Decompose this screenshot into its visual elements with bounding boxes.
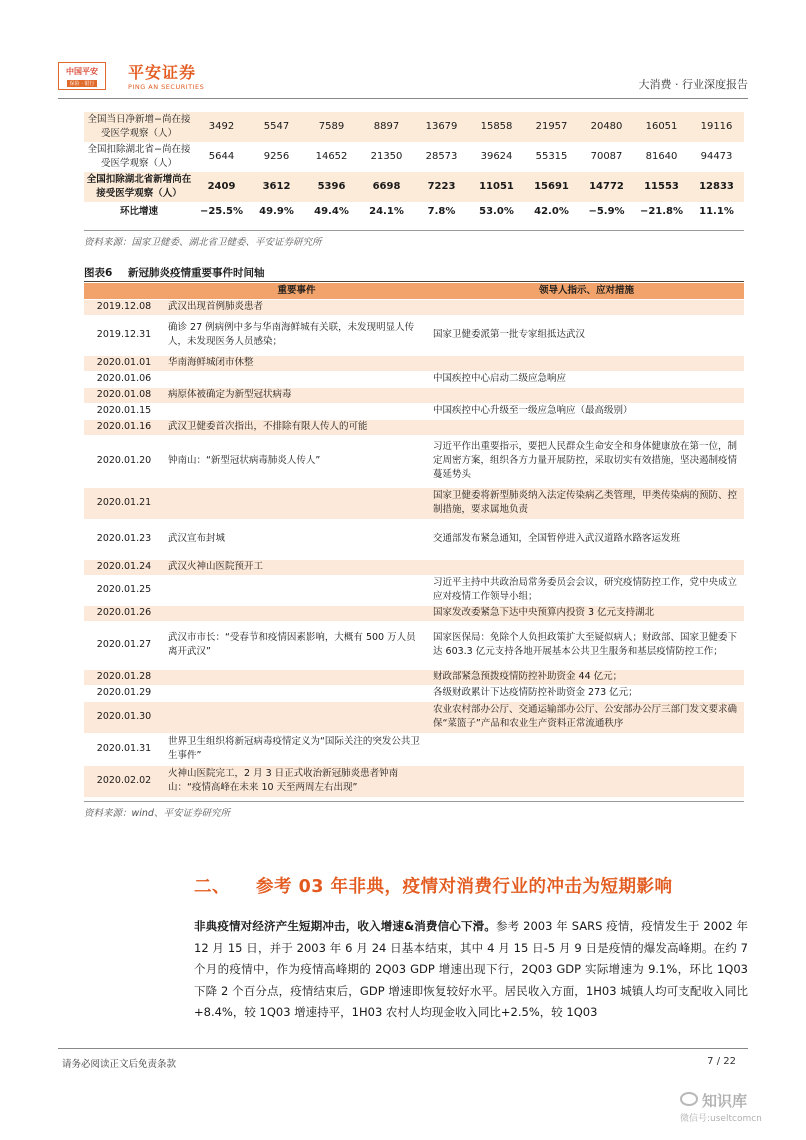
row-date: 2020.01.01 (84, 355, 164, 371)
timeline-row (84, 435, 744, 487)
table-cell: 5396 (304, 172, 359, 202)
paragraph-body: 参考 2003 年 SARS 疫情，疫情发生于 2002 年 12 月 15 日，并于 2003 年 6 月 24 日基本结束，其中 4 月 15 日-5 月 9 日是疫情的爆发高峰期。在约 7 个月的疫情中，作为疫情高峰期的 2Q03 GDP 增速出现下行，2Q03 GDP 实际增速为 9.1%，环比 1Q03 下降 2 个百分点，疫情结束后，GDP 增速即恢复较好水平。居民收入方面，1H03 城镇人均可支配收入同比+8.4%，较 1Q03 增速持平，1H03 农村人均现金收入同比+2.5%，较 1Q03 (194, 919, 749, 1019)
row-date: 2020.01.30 (84, 701, 164, 733)
table-cell: 6698 (359, 172, 414, 202)
table-cell: 11051 (469, 172, 524, 202)
timeline-row (84, 605, 744, 621)
timeline-row (84, 519, 744, 559)
footer-disclaimer: 请务必阅读正文后免责条款 (62, 1059, 177, 1070)
row-date: 2020.01.24 (84, 559, 164, 575)
timeline-row (84, 315, 744, 355)
table1-source: 资料来源：国家卫健委、湖北省卫健委、平安证券研究所 (84, 237, 322, 248)
ping-an-group-logo (58, 62, 106, 90)
table-cell: 21350 (370, 151, 403, 162)
table-cell: 81640 (645, 151, 678, 162)
watermark-line1: 知识库 (702, 1092, 748, 1110)
table-cell: −5.9% (588, 206, 625, 217)
table-cell: 7589 (304, 112, 359, 142)
row-date: 2020.01.28 (84, 669, 164, 685)
row-event (164, 701, 429, 733)
row-event: 武汉市市长：“受春节和疫情因素影响，大概有 500 万人员离开武汉” (164, 621, 429, 669)
timeline-row (84, 419, 744, 435)
paragraph-lead: 非典疫情对经济产生短期冲击，收入增速&消费信心下滑。 (194, 919, 496, 933)
row-date: 2020.01.26 (84, 605, 164, 621)
timeline-row (84, 371, 744, 387)
table-cell: 49.9% (259, 206, 294, 217)
wechat-icon (680, 1092, 698, 1106)
table-cell: 2409 (194, 172, 249, 202)
table-cell: 15858 (469, 112, 524, 142)
table2-bottom-rule (84, 801, 744, 802)
table-cell: 49.4% (314, 206, 349, 217)
header-divider (58, 98, 748, 99)
logo-left-text: 中国平安 (66, 67, 98, 76)
row-measure (429, 419, 744, 435)
row-date: 2019.12.31 (84, 315, 164, 355)
table-cell: 8897 (359, 112, 414, 142)
figure6-source: 资料来源：wind、平安证券研究所 (84, 808, 230, 819)
timeline-row (84, 403, 744, 419)
table-cell: 21957 (524, 112, 579, 142)
observation-table (84, 112, 744, 222)
row-event (164, 575, 429, 605)
row-label: 环比增速 (119, 206, 158, 217)
logo-right-en: PING AN SECURITIES (128, 83, 205, 91)
table-row (84, 202, 744, 222)
row-event: 病原体被确定为新型冠状病毒 (164, 387, 429, 403)
row-measure: 国家医保局：免除个人负担政策扩大至疑似病人；财政部、国家卫健委下达 603.3 亿元支持各地开展基本公共卫生服务和基层疫情防控工作； (429, 621, 744, 669)
row-label: 全国扣除湖北省新增尚在接受医学观察（人） (84, 172, 194, 202)
row-measure: 习近平主持中共政治局常务委员会会议，研究疫情防控工作，党中央成立应对疫情工作领导小组； (429, 575, 744, 605)
table-cell: 5547 (249, 112, 304, 142)
timeline-row (84, 685, 744, 701)
timeline-row (84, 733, 744, 765)
figure-number: 图表6 (84, 267, 113, 279)
table-cell: 14652 (315, 151, 348, 162)
timeline-row (84, 575, 744, 605)
row-date: 2020.02.02 (84, 765, 164, 797)
header-event: 重要事件 (164, 283, 429, 299)
row-date: 2020.01.31 (84, 733, 164, 765)
row-measure: 各级财政累计下达疫情防控补助资金 273 亿元； (429, 685, 744, 701)
row-event: 武汉宣布封城 (164, 519, 429, 559)
section-number: 二、 (194, 877, 230, 897)
figure-title-text: 新冠肺炎疫情重要事件时间轴 (127, 267, 265, 279)
row-event (164, 685, 429, 701)
row-measure (429, 299, 744, 315)
row-measure (429, 559, 744, 575)
table-cell: 19116 (689, 112, 744, 142)
timeline-table (84, 283, 744, 798)
row-date: 2019.12.08 (84, 299, 164, 315)
ping-an-securities-logo (128, 60, 204, 91)
table-cell: 24.1% (369, 206, 404, 217)
row-event: 确诊 27 例病例中多与华南海鲜城有关联，未发现明显人传人，未发现医务人员感染； (164, 315, 429, 355)
table-cell: 55315 (535, 151, 568, 162)
table-cell: 16051 (634, 112, 689, 142)
row-date: 2020.01.16 (84, 419, 164, 435)
row-event (164, 669, 429, 685)
timeline-row (84, 669, 744, 685)
row-date: 2020.01.08 (84, 387, 164, 403)
header-date (84, 283, 164, 299)
table-cell: −25.5% (199, 206, 244, 217)
table1-bottom-rule (84, 230, 744, 231)
timeline-row (84, 701, 744, 733)
figure-title (84, 265, 744, 281)
row-measure: 国家发改委紧急下达中央预算内投资 3 亿元支持湖北 (429, 605, 744, 621)
table-cell: 7223 (414, 172, 469, 202)
timeline-row (84, 355, 744, 371)
body-paragraph (194, 916, 748, 1024)
timeline-row (84, 387, 744, 403)
row-event: 火神山医院完工，2 月 3 日正式收治新冠肺炎患者钟南山：“疫情高峰在未来 10 天至两周左右出现” (164, 765, 429, 797)
row-date: 2020.01.23 (84, 519, 164, 559)
row-measure (429, 355, 744, 371)
row-event (164, 371, 429, 387)
row-event: 武汉火神山医院预开工 (164, 559, 429, 575)
page-number: 7 / 22 (707, 1056, 736, 1067)
row-measure: 农业农村部办公厅、交通运输部办公厅、公安部办公厅三部门发文要求确保“菜篮子”产品和农业生产资料正常流通秩序 (429, 701, 744, 733)
row-date: 2020.01.21 (84, 487, 164, 519)
row-measure: 财政部紧急预拨疫情防控补助资金 44 亿元； (429, 669, 744, 685)
timeline-header-row (84, 283, 744, 299)
timeline-row (84, 621, 744, 669)
section-heading (194, 873, 673, 898)
table-cell: 5644 (208, 151, 235, 162)
figure-title-rule (84, 281, 744, 282)
table-cell: 9256 (263, 151, 290, 162)
timeline-row (84, 765, 744, 797)
table-row (84, 172, 744, 202)
logo-left-sub: 保险 · 银行 (67, 80, 97, 87)
row-event (164, 605, 429, 621)
row-label: 全国当日净新增−尚在接受医学观察（人） (84, 112, 194, 142)
row-date: 2020.01.06 (84, 371, 164, 387)
row-measure: 中国疾控中心升级至一级应急响应（最高级别） (429, 403, 744, 419)
footer-divider (58, 1048, 748, 1049)
table-cell: 39624 (480, 151, 513, 162)
row-measure: 交通部发布紧急通知，全国暂停进入武汉道路水路客运发班 (429, 519, 744, 559)
row-event: 华南海鲜城闭市休整 (164, 355, 429, 371)
logo-right-cn: 平安证券 (128, 63, 197, 82)
table-cell: 11.1% (699, 206, 734, 217)
table-cell: 12833 (689, 172, 744, 202)
timeline-row (84, 299, 744, 315)
row-event: 世界卫生组织将新冠病毒疫情定义为“国际关注的突发公共卫生事件” (164, 733, 429, 765)
table-cell: 28573 (425, 151, 458, 162)
row-measure (429, 733, 744, 765)
row-date: 2020.01.27 (84, 621, 164, 669)
table-row (84, 142, 744, 172)
timeline-row (84, 559, 744, 575)
row-measure: 国家卫健委派第一批专家组抵达武汉 (429, 315, 744, 355)
row-measure: 国家卫健委将新型肺炎纳入法定传染病乙类管理，甲类传染病的预防、控制措施，要求属地负责 (429, 487, 744, 519)
row-measure (429, 387, 744, 403)
table-cell: 11553 (634, 172, 689, 202)
row-date: 2020.01.15 (84, 403, 164, 419)
page-header (58, 60, 748, 98)
table-cell: 13679 (414, 112, 469, 142)
table-row (84, 112, 744, 142)
table-cell: 70087 (590, 151, 623, 162)
row-measure (429, 765, 744, 797)
table-cell: 42.0% (534, 206, 569, 217)
watermark-line2: 微信号:useltcomcn (680, 1114, 762, 1124)
row-date: 2020.01.20 (84, 435, 164, 487)
watermark (680, 1090, 790, 1130)
table-cell: 14772 (579, 172, 634, 202)
header-measure: 领导人指示、应对措施 (429, 283, 744, 299)
table-cell: 3612 (249, 172, 304, 202)
table-cell: 94473 (700, 151, 733, 162)
table-cell: −21.8% (639, 206, 684, 217)
row-event: 武汉出现首例肺炎患者 (164, 299, 429, 315)
row-date: 2020.01.29 (84, 685, 164, 701)
row-label: 全国扣除湖北省−尚在接受医学观察（人） (87, 144, 191, 169)
row-event: 武汉卫健委首次指出，不排除有限人传人的可能 (164, 419, 429, 435)
timeline-row (84, 487, 744, 519)
section-title: 参考 03 年非典，疫情对消费行业的冲击为短期影响 (256, 877, 673, 897)
row-date: 2020.01.25 (84, 575, 164, 605)
table-cell: 53.0% (479, 206, 514, 217)
table-cell: 15691 (524, 172, 579, 202)
row-measure: 中国疾控中心启动二级应急响应 (429, 371, 744, 387)
table-cell: 7.8% (427, 206, 456, 217)
report-type: 大消费 · 行业深度报告 (638, 78, 748, 91)
table-cell: 3492 (194, 112, 249, 142)
table-cell: 20480 (579, 112, 634, 142)
row-measure: 习近平作出重要指示，要把人民群众生命安全和身体健康放在第一位，制定周密方案，组织各方力量开展防控，采取切实有效措施，坚决遏制疫情蔓延势头 (429, 435, 744, 487)
row-event: 钟南山：“新型冠状病毒肺炎人传人” (164, 435, 429, 487)
row-event (164, 403, 429, 419)
row-event (164, 487, 429, 519)
